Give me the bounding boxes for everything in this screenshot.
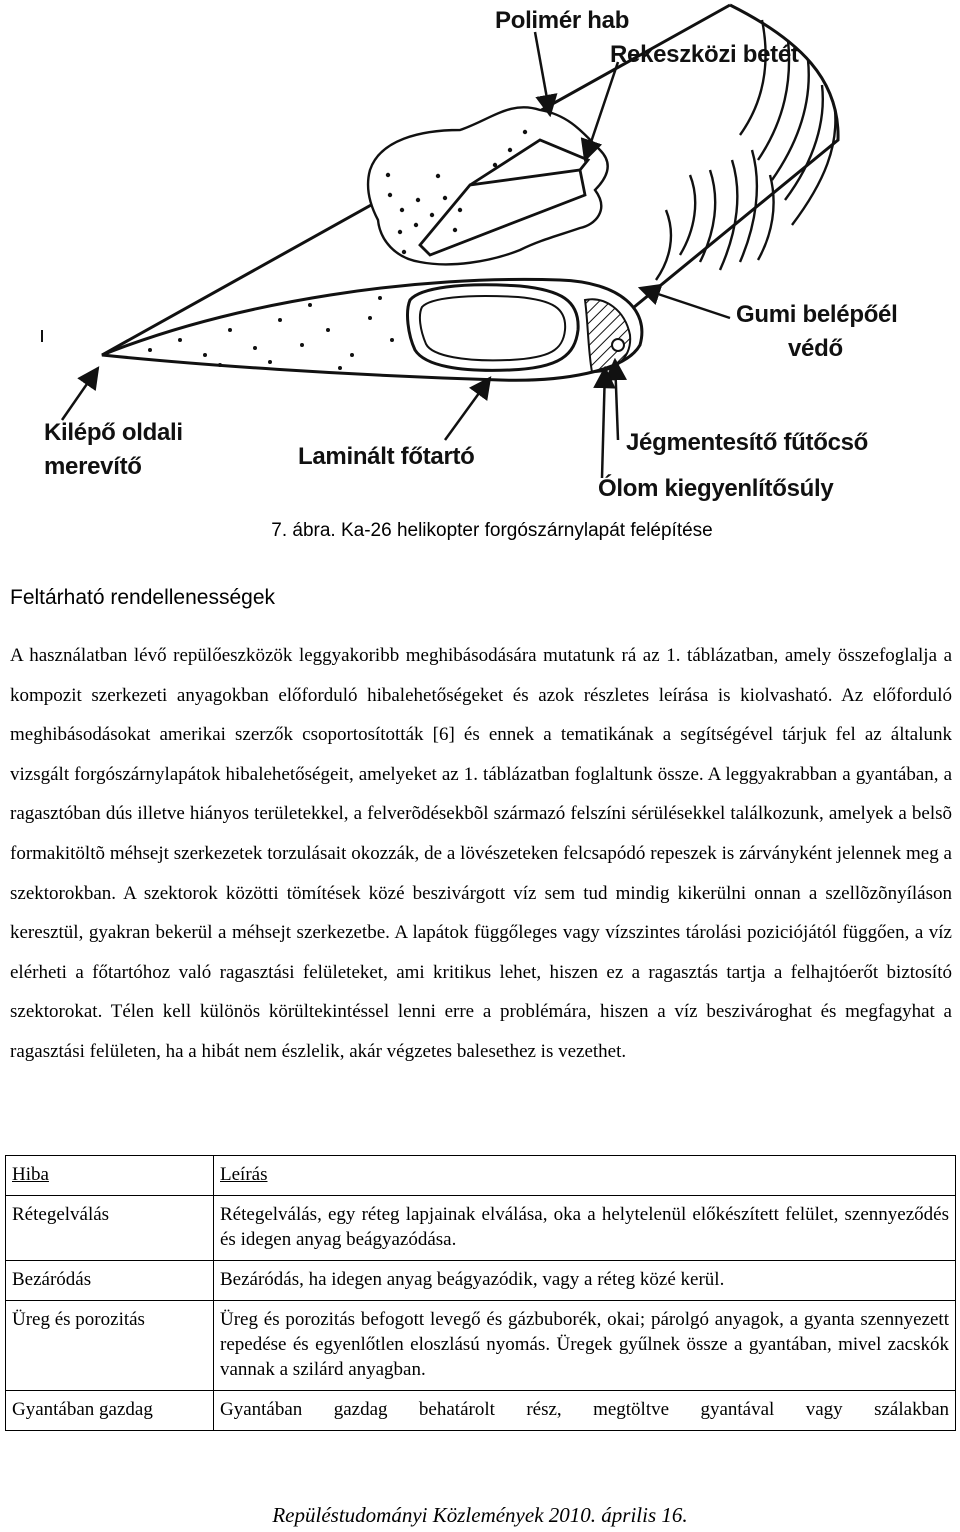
table-row — [6, 1196, 956, 1261]
page-footer: Repüléstudományi Közlemények 2010. április 16. — [272, 1503, 688, 1527]
foam-block — [368, 107, 608, 264]
cell-leiras: Rétegelválás, egy réteg lapjainak elválása, oka a helytelenül előkészített felület, szennyeződés és idegen anyag beágyazódása. — [214, 1196, 956, 1261]
fault-table — [5, 1155, 956, 1431]
label-laminalt-fotarto: Laminált főtartó — [298, 443, 475, 470]
label-olom: Ólom kiegyenlítősúly — [598, 475, 834, 502]
cell-hiba: Bezáródás — [6, 1261, 214, 1301]
rotor-blade-figure — [40, 0, 920, 510]
label-gumi-line2: védő — [788, 335, 843, 362]
label-jegmentesito: Jégmentesítő fűtőcső — [626, 429, 869, 456]
cell-hiba: Gyantában gazdag — [6, 1391, 214, 1431]
cell-leiras: Bezáródás, ha idegen anyag beágyazódik, vagy a réteg közé kerül. — [214, 1261, 956, 1301]
table-row — [6, 1261, 956, 1301]
label-rekeszkozi-betet: Rekeszközi betét — [610, 41, 799, 68]
label-kilepo-line2: merevítő — [44, 453, 142, 480]
rotor-blade-cross-section-drawing — [40, 0, 920, 510]
table-row — [6, 1301, 956, 1391]
cell-leiras: Gyantában gazdag behatárolt rész, megtöltve gyantával vagy szálakban — [214, 1391, 956, 1431]
annotation-arrows — [62, 32, 730, 478]
label-kilepo-line1: Kilépő oldali — [44, 419, 183, 446]
header-hiba — [6, 1156, 214, 1196]
cell-hiba: Rétegelválás — [6, 1196, 214, 1261]
header-leiras — [214, 1156, 956, 1196]
cell-leiras: Üreg és porozitás befogott levegő és gázbuborék, okai; párolgó anyagok, a gyanta szennyezett repedése és egyenlőtlen eloszlású nyomás. Üregek gyűlnek össze a gyantában, mivel zacskók vannak a szilárd anyagban. — [214, 1301, 956, 1391]
table-row — [6, 1391, 956, 1431]
body-paragraph: A használatban lévő repülőeszközök leggyakoribb meghibásodására mutatunk rá az 1. táblázatban, amely összefoglalja a kompozit szerkezeti anyagokban előforduló hibalehetőségeket és azok részletes leírása is kiolvasható. Az előforduló meghibásodásokat amerikai szerzők csoportosították [6] és ennek a tematikának a segítségével tárjuk fel az általunk vizsgált forgószárnylapátok hibalehetőségeit, amelyeket az 1. táblázatban foglaltunk össze. A leggyakrabban a gyantában, a ragasztóban dús illetve hiányos területekkel, a felverõdésekbõl származó felszíni sérülésekkel találkozunk, amelyek a belsõ formakitöltõ méhsejt szerkezetek torzulásait okozzák, de a lövészeteken felcsapódó repeszek is zárványként jelennek meg a szektorokban. A szektorok közötti tömítések közé beszivárgott víz sem tud mindig kikerülni onnan a szellõzõnyíláson keresztül, gyakran bekerül a méhsejt szerkezetbe. A lapátok függőleges vagy vízszintes tárolási poziciójától függően, a víz elérheti a főtartóhoz való ragasztási felületeket, ami kritikus lehet, hiszen ez a ragasztás tartja a felhajtóerőt biztosító szektorokat. Télen kell különös körültekintéssel lenni erre a problémára, hiszen a víz beszivároghat és megfagyhat a ragasztási felületen, ha a hibát nem észlelik, akár végzetes balesethez is vezethet. — [10, 645, 952, 1062]
cell-hiba: Üreg és porozitás — [6, 1301, 214, 1391]
figure-caption: 7. ábra. Ka-26 helikopter forgószárnylapát felépítése — [271, 520, 713, 541]
header-hiba-label: Hiba — [12, 1164, 49, 1185]
label-gumi-line1: Gumi belépőél — [736, 301, 898, 328]
table-header-row — [6, 1156, 956, 1196]
header-leiras-label: Leírás — [220, 1164, 268, 1185]
section-title: Feltárható rendellenességek — [10, 586, 276, 609]
label-polimer-hab: Polimér hab — [495, 7, 630, 34]
